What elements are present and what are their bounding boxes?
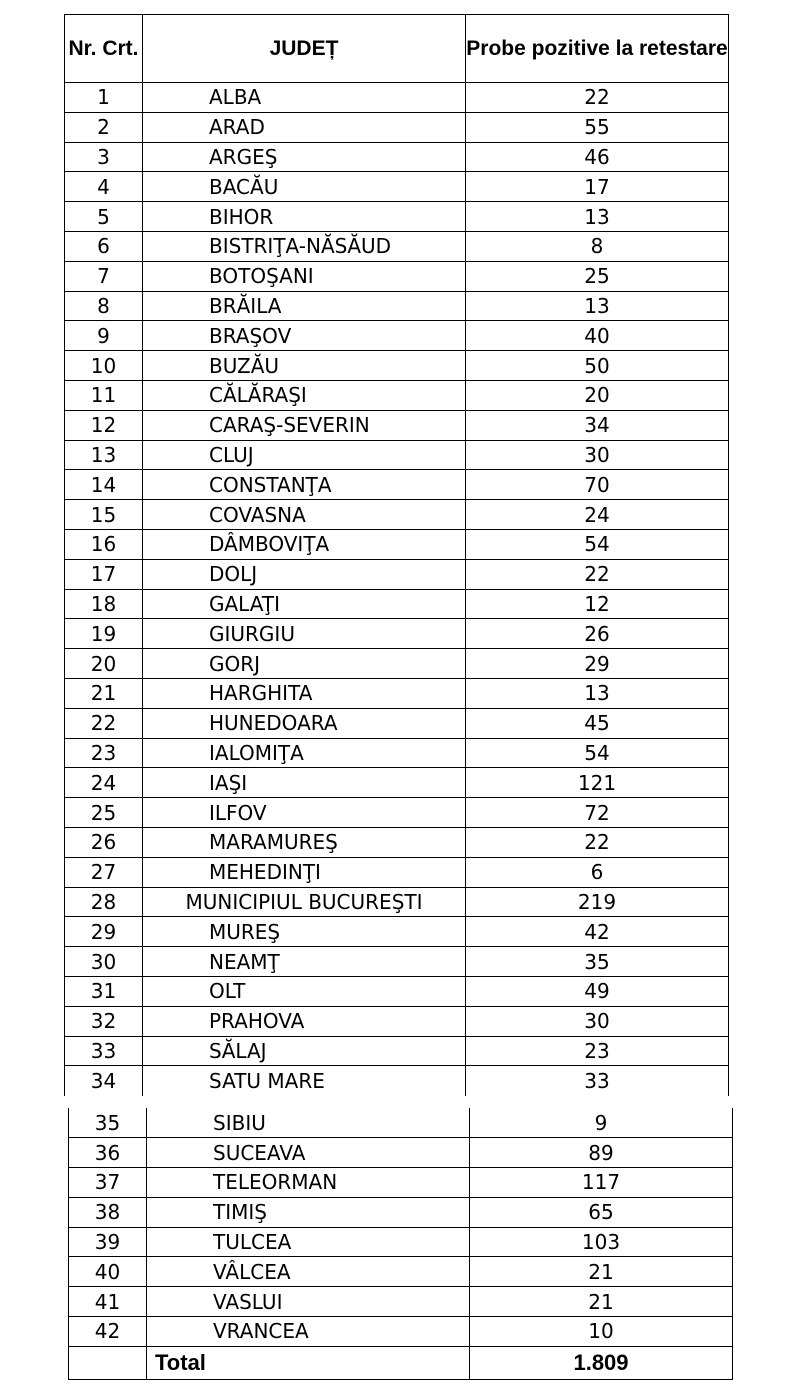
row-number: 7 — [65, 261, 143, 291]
table-row — [69, 1138, 733, 1168]
county-name: ARGEŞ — [143, 142, 466, 172]
positive-retests-value: 34 — [466, 410, 729, 440]
county-name: MARAMUREŞ — [143, 827, 466, 857]
positive-retests-value: 54 — [466, 529, 729, 559]
row-number: 36 — [69, 1138, 147, 1168]
positive-retests-value: 46 — [466, 142, 729, 172]
positive-retests-value: 13 — [466, 678, 729, 708]
positive-retests-value: 10 — [470, 1317, 733, 1347]
row-number: 31 — [65, 976, 143, 1006]
table-row — [69, 1227, 733, 1257]
table-row — [65, 857, 729, 887]
row-number: 4 — [65, 172, 143, 202]
county-name: TELEORMAN — [147, 1168, 470, 1198]
row-number: 6 — [65, 231, 143, 261]
positive-retests-value: 219 — [466, 887, 729, 917]
row-number: 26 — [65, 827, 143, 857]
row-number: 25 — [65, 798, 143, 828]
county-name: SĂLAJ — [143, 1036, 466, 1066]
total-label: Total — [147, 1346, 470, 1379]
table-row — [65, 380, 729, 410]
table-row — [65, 708, 729, 738]
positive-retests-value: 24 — [466, 500, 729, 530]
row-number: 15 — [65, 500, 143, 530]
row-number: 32 — [65, 1006, 143, 1036]
positive-retests-value: 42 — [466, 917, 729, 947]
row-number: 41 — [69, 1287, 147, 1317]
table-row — [65, 917, 729, 947]
table-row — [65, 738, 729, 768]
table-row — [65, 827, 729, 857]
county-name: VRANCEA — [147, 1317, 470, 1347]
header-judet: JUDEȚ — [143, 15, 466, 83]
table-row — [65, 112, 729, 142]
positive-retests-value: 9 — [470, 1108, 733, 1138]
positive-retests-value: 22 — [466, 559, 729, 589]
positive-retests-value: 29 — [466, 649, 729, 679]
positive-retests-value: 13 — [466, 202, 729, 232]
total-row — [69, 1346, 733, 1379]
positive-retests-value: 65 — [470, 1197, 733, 1227]
table-row — [65, 410, 729, 440]
row-number: 40 — [69, 1257, 147, 1287]
positive-retests-value: 103 — [470, 1227, 733, 1257]
county-name: TULCEA — [147, 1227, 470, 1257]
positive-retests-value: 35 — [466, 947, 729, 977]
table-row — [65, 172, 729, 202]
table-row — [65, 291, 729, 321]
table-row — [65, 768, 729, 798]
row-number: 8 — [65, 291, 143, 321]
county-name: BACĂU — [143, 172, 466, 202]
counties-table-part-2 — [68, 1108, 733, 1380]
positive-retests-value: 17 — [466, 172, 729, 202]
positive-retests-value: 50 — [466, 351, 729, 381]
row-number: 13 — [65, 440, 143, 470]
county-name: DOLJ — [143, 559, 466, 589]
table-row — [69, 1257, 733, 1287]
row-number: 1 — [65, 83, 143, 113]
county-name: NEAMŢ — [143, 947, 466, 977]
table-row — [69, 1317, 733, 1347]
county-name: VASLUI — [147, 1287, 470, 1317]
total-nr-cell — [69, 1346, 147, 1379]
header-probe-pozitive: Probe pozitive la retestare — [466, 15, 729, 83]
table-row — [65, 678, 729, 708]
county-name: BISTRIŢA-NĂSĂUD — [143, 231, 466, 261]
table-row — [65, 947, 729, 977]
county-name: DÂMBOVIŢA — [143, 529, 466, 559]
positive-retests-value: 89 — [470, 1138, 733, 1168]
county-name: ILFOV — [143, 798, 466, 828]
county-name: SUCEAVA — [147, 1138, 470, 1168]
positive-retests-value: 121 — [466, 768, 729, 798]
positive-retests-value: 12 — [466, 589, 729, 619]
table-row — [65, 261, 729, 291]
row-number: 35 — [69, 1108, 147, 1138]
positive-retests-value: 54 — [466, 738, 729, 768]
county-name: CLUJ — [143, 440, 466, 470]
table-row — [69, 1197, 733, 1227]
total-value: 1.809 — [470, 1346, 733, 1379]
county-name: MUREŞ — [143, 917, 466, 947]
row-number: 39 — [69, 1227, 147, 1257]
table-row — [65, 559, 729, 589]
table-row — [65, 589, 729, 619]
row-number: 20 — [65, 649, 143, 679]
positive-retests-value: 49 — [466, 976, 729, 1006]
positive-retests-value: 117 — [470, 1168, 733, 1198]
row-number: 17 — [65, 559, 143, 589]
table-row — [65, 321, 729, 351]
positive-retests-value: 20 — [466, 380, 729, 410]
row-number: 21 — [65, 678, 143, 708]
row-number: 14 — [65, 470, 143, 500]
table-row — [65, 976, 729, 1006]
county-name: HUNEDOARA — [143, 708, 466, 738]
county-name: HARGHITA — [143, 678, 466, 708]
positive-retests-value: 55 — [466, 112, 729, 142]
row-number: 28 — [65, 887, 143, 917]
positive-retests-value: 13 — [466, 291, 729, 321]
row-number: 34 — [65, 1066, 143, 1096]
county-name: IALOMIŢA — [143, 738, 466, 768]
table-row — [69, 1168, 733, 1198]
row-number: 23 — [65, 738, 143, 768]
county-name: GIURGIU — [143, 619, 466, 649]
positive-retests-value: 21 — [470, 1287, 733, 1317]
row-number: 29 — [65, 917, 143, 947]
county-name: PRAHOVA — [143, 1006, 466, 1036]
county-name: BRAŞOV — [143, 321, 466, 351]
header-nr-crt: Nr. Crt. — [65, 15, 143, 83]
row-number: 9 — [65, 321, 143, 351]
county-name: VÂLCEA — [147, 1257, 470, 1287]
row-number: 5 — [65, 202, 143, 232]
table-row — [65, 1066, 729, 1096]
row-number: 27 — [65, 857, 143, 887]
row-number: 33 — [65, 1036, 143, 1066]
county-name: ALBA — [143, 83, 466, 113]
row-number: 3 — [65, 142, 143, 172]
row-number: 12 — [65, 410, 143, 440]
row-number: 18 — [65, 589, 143, 619]
positive-retests-value: 25 — [466, 261, 729, 291]
row-number: 11 — [65, 380, 143, 410]
county-name: MUNICIPIUL BUCUREŞTI — [143, 887, 466, 917]
table-row — [65, 202, 729, 232]
positive-retests-value: 21 — [470, 1257, 733, 1287]
county-name: COVASNA — [143, 500, 466, 530]
table-row — [65, 142, 729, 172]
positive-retests-value: 23 — [466, 1036, 729, 1066]
positive-retests-value: 26 — [466, 619, 729, 649]
row-number: 30 — [65, 947, 143, 977]
table-row — [65, 798, 729, 828]
county-name: TIMIŞ — [147, 1197, 470, 1227]
table-row — [65, 231, 729, 261]
county-name: MEHEDINŢI — [143, 857, 466, 887]
table-row — [65, 529, 729, 559]
county-name: GORJ — [143, 649, 466, 679]
positive-retests-value: 33 — [466, 1066, 729, 1096]
county-name: OLT — [143, 976, 466, 1006]
row-number: 16 — [65, 529, 143, 559]
county-name: ARAD — [143, 112, 466, 142]
positive-retests-value: 70 — [466, 470, 729, 500]
table-row — [65, 1036, 729, 1066]
table-row — [65, 83, 729, 113]
county-name: SATU MARE — [143, 1066, 466, 1096]
table-row — [65, 1006, 729, 1036]
positive-retests-value: 40 — [466, 321, 729, 351]
table-row — [65, 619, 729, 649]
positive-retests-value: 30 — [466, 440, 729, 470]
positive-retests-value: 72 — [466, 798, 729, 828]
row-number: 22 — [65, 708, 143, 738]
row-number: 24 — [65, 768, 143, 798]
header-row — [65, 15, 729, 83]
positive-retests-value: 22 — [466, 83, 729, 113]
table-row — [65, 470, 729, 500]
row-number: 2 — [65, 112, 143, 142]
county-name: BRĂILA — [143, 291, 466, 321]
table-row — [69, 1287, 733, 1317]
county-name: CONSTANŢA — [143, 470, 466, 500]
county-name: BIHOR — [143, 202, 466, 232]
county-name: BUZĂU — [143, 351, 466, 381]
county-name: IAŞI — [143, 768, 466, 798]
row-number: 37 — [69, 1168, 147, 1198]
table-row — [65, 500, 729, 530]
row-number: 10 — [65, 351, 143, 381]
county-name: GALAŢI — [143, 589, 466, 619]
row-number: 38 — [69, 1197, 147, 1227]
table-row — [65, 351, 729, 381]
positive-retests-value: 6 — [466, 857, 729, 887]
positive-retests-value: 8 — [466, 231, 729, 261]
counties-table-part-1 — [64, 14, 729, 1096]
table-row — [65, 440, 729, 470]
table-row — [69, 1108, 733, 1138]
table-row — [65, 649, 729, 679]
positive-retests-value: 30 — [466, 1006, 729, 1036]
positive-retests-value: 45 — [466, 708, 729, 738]
county-name: BOTOŞANI — [143, 261, 466, 291]
table-row — [65, 887, 729, 917]
county-name: SIBIU — [147, 1108, 470, 1138]
row-number: 19 — [65, 619, 143, 649]
row-number: 42 — [69, 1317, 147, 1347]
county-name: CĂLĂRAŞI — [143, 380, 466, 410]
positive-retests-value: 22 — [466, 827, 729, 857]
county-name: CARAŞ-SEVERIN — [143, 410, 466, 440]
